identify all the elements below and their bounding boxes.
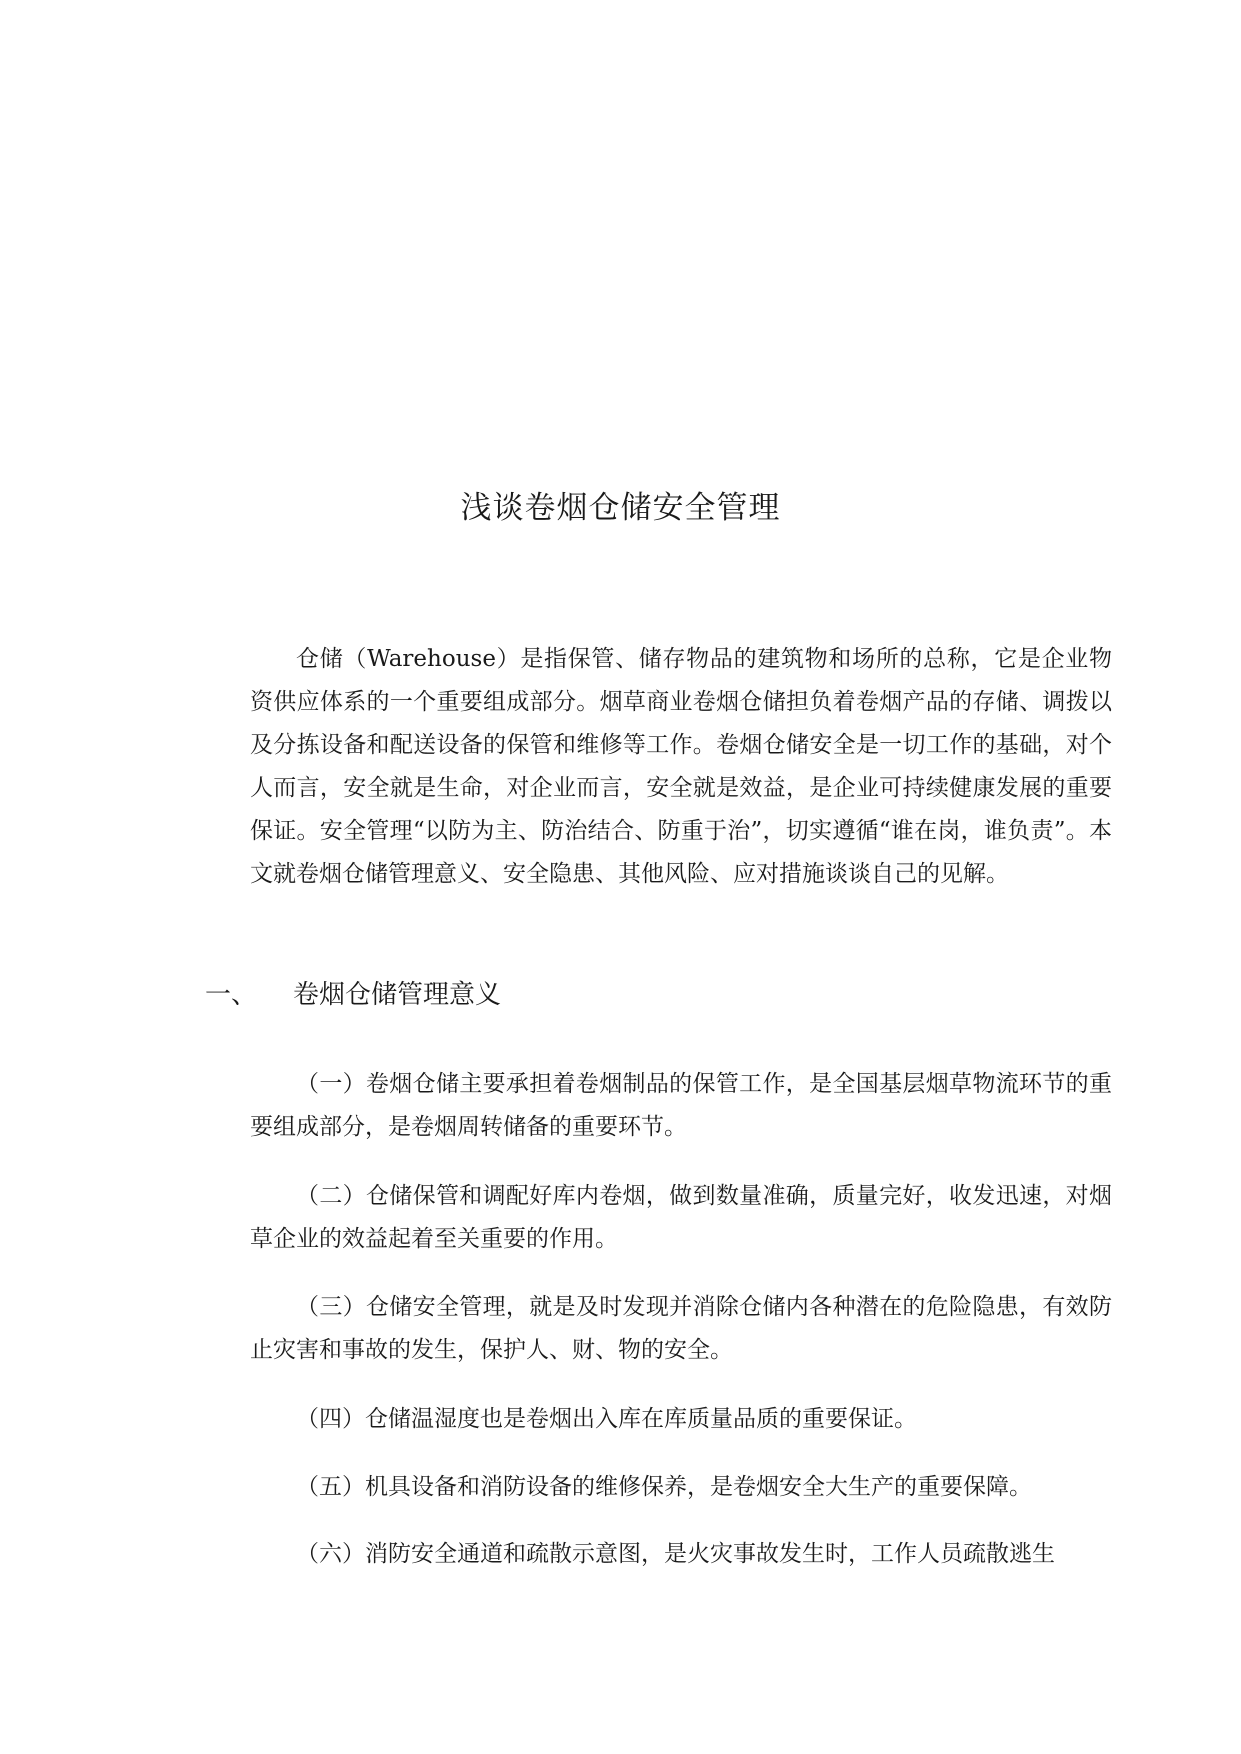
list-item: （四）仓储温湿度也是卷烟出入库在库质量品质的重要保证。 [296, 1406, 917, 1432]
section-title: 卷烟仓储管理意义 [293, 980, 502, 1010]
list-item: （二）仓储保管和调配好库内卷烟，做到数量准确，质量完好，收发迅速，对烟草企业的效益起着至关重要的作用。 [250, 1183, 1112, 1252]
list-item: （三）仓储安全管理，就是及时发现并消除仓储内各种潜在的危险隐患，有效防止灾害和事故的发生，保护人、财、物的安全。 [250, 1294, 1112, 1363]
intro-paragraph: 仓储（Warehouse）是指保管、储存物品的建筑物和场所的总称，它是企业物资供应体系的一个重要组成部分。烟草商业卷烟仓储担负着卷烟产品的存储、调拨以及分拣设备和配送设备的保管和维修等工作。卷烟仓储安全是一切工作的基础，对个人而言，安全就是生命，对企业而言，安全就是效益，是企业可持续健康发展的重要保证。安全管理“以防为主、防治结合、防重于治”，切实遵循“谁在岗，谁负责”。本文就卷烟仓储管理意义、安全隐患、其他风险、应对措施谈谈自己的见解。 [250, 646, 1112, 887]
section-number: 一、 [205, 980, 258, 1010]
section-heading [205, 975, 1105, 1015]
document-title: 浅谈卷烟仓储安全管理 [460, 490, 781, 526]
list-item: （五）机具设备和消防设备的维修保养，是卷烟安全大生产的重要保障。 [296, 1474, 1032, 1500]
list-item: （六）消防安全通道和疏散示意图，是火灾事故发生时，工作人员疏散逃生 [296, 1541, 1055, 1567]
list-item: （一）卷烟仓储主要承担着卷烟制品的保管工作，是全国基层烟草物流环节的重要组成部分，是卷烟周转储备的重要环节。 [250, 1071, 1112, 1140]
